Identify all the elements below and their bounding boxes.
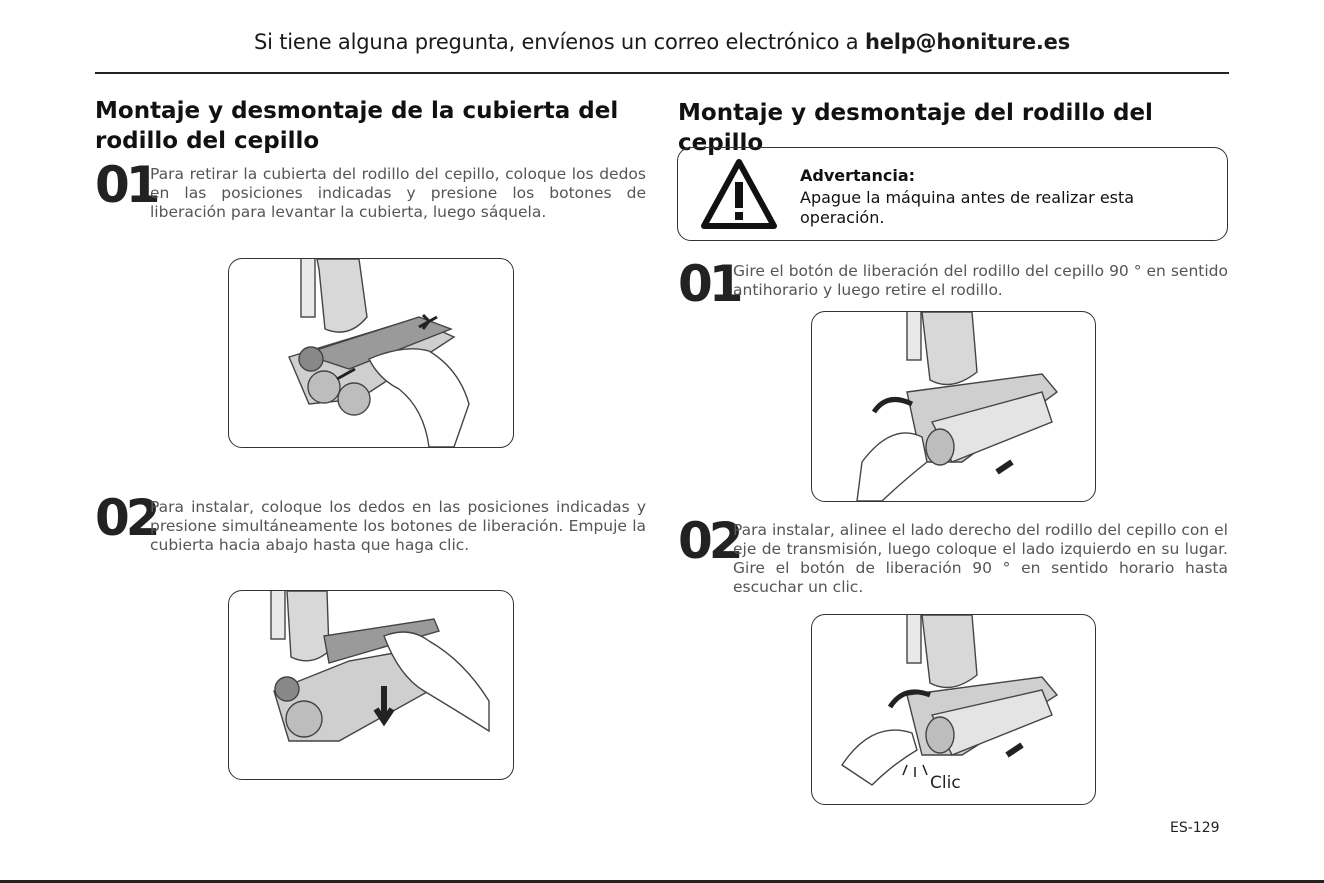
step-number: 02 <box>95 489 157 547</box>
left-step-1 <box>95 156 650 233</box>
step-number: 01 <box>95 156 157 214</box>
vacuum-cover-install-image <box>229 591 513 779</box>
cover-install-illustration <box>228 590 514 780</box>
vacuum-cover-remove-image <box>229 259 513 447</box>
warning-heading: Advertancia: <box>800 166 916 185</box>
step-number: 02 <box>678 512 740 570</box>
page-header <box>95 30 1229 54</box>
support-email-link[interactable]: help@honiture.es <box>864 30 1070 54</box>
page-number: ES-129 <box>1170 820 1220 836</box>
right-step-2 <box>678 512 1230 603</box>
brush-roller-remove-image <box>812 312 1095 501</box>
step-number: 01 <box>678 255 740 313</box>
step-text: Para instalar, alinee el lado derecho del rodillo del cepillo con el eje de transmisión, luego coloque el lado izquierdo en su lugar. Gire el botón de liberación 90 ° en sentido horario hasta escuchar un clic. <box>733 521 1228 596</box>
left-step-2 <box>95 489 650 566</box>
header-text: Si tiene alguna pregunta, envíenos un correo electrónico a <box>253 30 865 54</box>
click-label: Clic <box>930 773 961 793</box>
right-section-title: Montaje y desmontaje del rodillo del cepillo <box>678 100 1153 156</box>
step-text: Para retirar la cubierta del rodillo del cepillo, coloque los dedos en las posiciones indicadas y presione los botones de liberación para levantar la cubierta, luego sáquela. <box>150 165 646 221</box>
left-section-title: Montaje y desmontaje de la cubierta del rodillo del cepillo <box>95 98 619 154</box>
header-divider <box>95 72 1229 74</box>
right-step-1 <box>678 255 1230 313</box>
warning-triangle-icon <box>700 156 778 232</box>
roller-removal-illustration <box>811 311 1096 502</box>
step-text: Gire el botón de liberación del rodillo del cepillo 90 ° en sentido antihorario y luego retire el rodillo. <box>733 262 1228 299</box>
warning-text: Apague la máquina antes de realizar esta operación. <box>800 188 1135 227</box>
warning-box <box>677 147 1228 241</box>
cover-removal-illustration <box>228 258 514 448</box>
step-text: Para instalar, coloque los dedos en las posiciones indicadas y presione simultáneamente los botones de liberación. Empuje la cubierta hacia abajo hasta que haga clic. <box>150 498 646 554</box>
